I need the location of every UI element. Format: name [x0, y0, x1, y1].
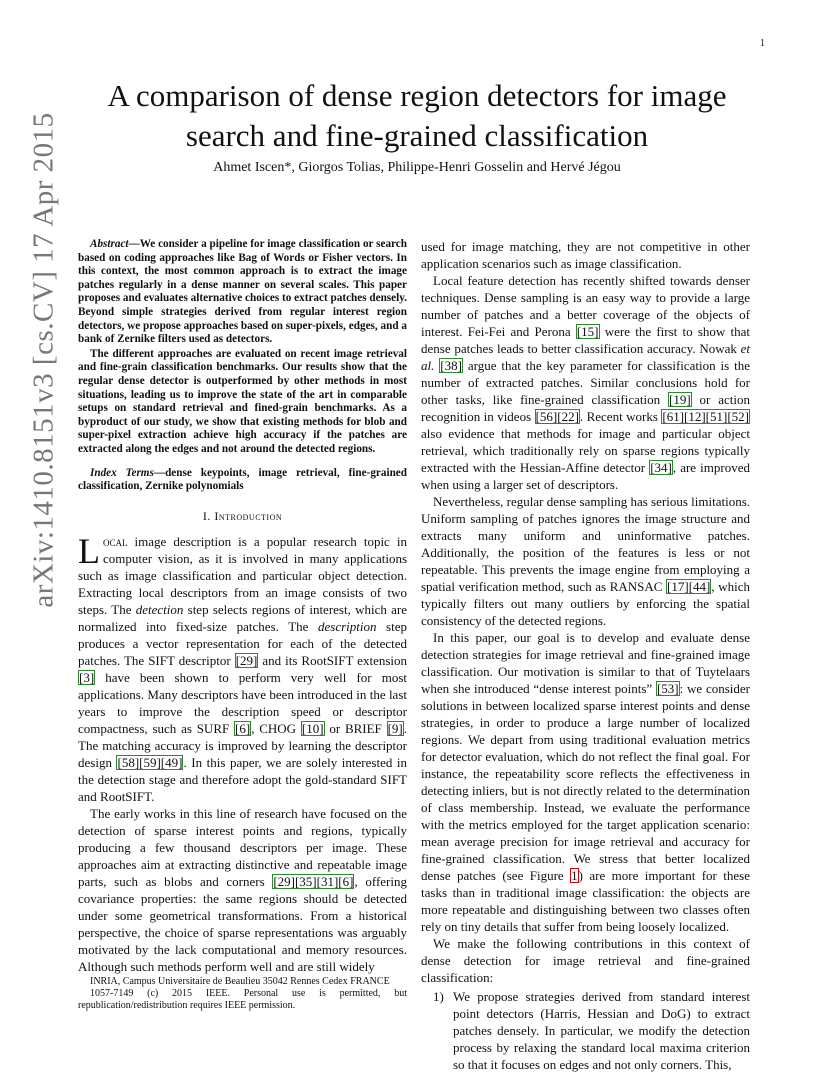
footnote-affiliation: INRIA, Campus Universitaire de Beaulieu 35042 Rennes Cedex FRANCE — [90, 976, 390, 987]
title-line-1: A comparison of dense region detectors for image — [107, 78, 727, 113]
abstract-label: Abstract — [90, 238, 129, 250]
right-column — [421, 238, 750, 1073]
abstract-paragraph-2: The different approaches are evaluated on recent image retrieval and fine-grain classification benchmarks. Our results show that the regular dense detector is outperformed by other methods in most situations, leading us to improve the state of the art in comparable setups on standard retrieval and fined-grain benchmarks. As a byproduct of our study, we show that existing methods for blob and super-pixel extraction achieve high accuracy if the patches are extracted along the edges and not around the detected regions. — [78, 347, 407, 455]
page-number: 1 — [760, 38, 765, 49]
section-heading-introduction: I. Introduction — [202, 508, 283, 523]
citation-link[interactable]: [58][59][49] — [117, 754, 183, 770]
index-terms: Index Terms—dense keypoints, image retrieval, fine-grained classification, Zernike polynomials — [78, 466, 407, 493]
abstract — [78, 238, 407, 494]
list-item-number: 1) — [433, 989, 444, 1004]
figure-reference-link[interactable]: 1 — [571, 868, 578, 883]
intro-paragraph-1: Local image description is a popular research topic in computer vision, as it is involved in many applications such as image classification and particular object detection. Extracting local descriptors from an image consists of two steps. The detection step selects regions of interest, which are normalized into fixed-size patches. The description step produces a vector representation for each of the detected patches. The SIFT descriptor [29] and its RootSIFT extension [3] have been shown to perform very well for most applications. Many descriptors have been introduced in the last years to improve the description speed or descriptor compactness, such as SURF [6], CHOG [10] or BRIEF [9]. The matching accuracy is improved by learning the descriptor design [58][59][49]. In this paper, we are solely interested in the detection stage and therefore adopt the gold-standard SIFT and RootSIFT. — [78, 530, 408, 804]
author-list: Ahmet Iscen*, Giorgos Tolias, Philippe-Henri Gosselin and Hervé Jégou — [213, 160, 621, 175]
citation-link[interactable]: [38] — [440, 358, 462, 373]
title-line-2: search and fine-grained classification — [185, 118, 649, 153]
right-paragraph-continuation: used for image matching, they are not competitive in other application scenarios such as image classification. — [421, 239, 750, 271]
abstract-paragraph-1: Abstract—We consider a pipeline for image classification or search based on coding approaches like Bag of Words or Fisher vectors. In this context, the most common approach is to extract the image patches regularly in a dense manner on several scales. This paper proposes and evaluates alternative choices to extract patches densely. Beyond simple strategies derived from regular interest region detectors, we propose approaches based on super-pixels, edges, and a bank of Zernike filters used as detectors. — [78, 238, 407, 346]
list-item: 1) We propose strategies derived from standard interest point detectors (Harris, Hessian and DoG) to extract patches densely. In particular, we modify the detection process by relaxing the standard local maxima criterion so that it focuses on edges and not only corners. This, — [433, 989, 750, 1072]
citation-link[interactable]: [29] — [235, 652, 258, 668]
left-column — [78, 238, 407, 975]
citation-link[interactable]: [6] — [235, 720, 251, 736]
index-terms-label: Index Terms — [90, 466, 154, 479]
intro-paragraph-2: The early works in this line of research have focused on the detection of sparse interest points and regions, typically producing a few thousand descriptors per image. These approaches aim at extracting distinctive and repeatable image parts, such as blobs and corners [29][35][31][6], offering covariance properties: the same regions should be detected under some geometrical transformations. From a historical perspective, the choice of sparse representations was arguably motivated by the lack computational and memory resources. Although such methods perform well and are still widely — [78, 805, 407, 974]
citation-link[interactable]: [61][12][51][52] — [662, 409, 749, 424]
citation-link[interactable]: [19] — [668, 392, 691, 407]
paper-title — [72, 76, 762, 156]
right-paragraph-2: Nevertheless, regular dense sampling has serious limitations. Uniform sampling of patches ignores the image structure and extracts many uniform and uninformative patches. Additionally, the position of the features is less or not repeatable. This prevents the image engine from employing a spatial verification method, such as RANSAC [17][44], which typically filters out many outliers by enforcing the spatial consistency of the detected regions. — [421, 494, 750, 628]
arxiv-identifier-stamp[interactable]: arXiv:1410.8151v3 [cs.CV] 17 Apr 2015 — [27, 112, 60, 608]
contributions-list — [421, 988, 750, 1073]
citation-link[interactable]: [53] — [656, 681, 679, 696]
right-paragraph-1: Local feature detection has recently shifted towards denser techniques. Dense sampling is an easy way to provide a large number of patches and a better coverage of the objects of interest. Fei-Fei and Perona [15] were the first to show that dense patches leads to better classification accuracy. Nowak et al. [38] argue that the key parameter for classification is the number of extracted patches. Similar conclusions hold for other tasks, like fine-grained classification [19] or action recognition in videos [56][22]. Recent works [61][12][51][52] also evidence that methods for image and particular object retrieval, which traditionally rely on sparse regions typically extracted with the Hessian-Affine detector [34], are improved when using a larger set of descriptors. — [421, 273, 751, 492]
right-paragraph-3: In this paper, our goal is to develop and evaluate dense detection strategies for image retrieval and fine-grained image classification. Our motivation is similar to that of Tuytelaars when she introduced “dense interest points” [53]: we consider solutions in between localized sparse interest points and dense strategies, in order to produce a large number of localized regions. We depart from using traditional evaluation metrics for detector evaluation, which do not reflect the final goal. For instance, the repeatability score reflects the effectiveness in detecting inliers, but is not directly related to the determination of class membership. Instead, we evaluate the performance with the metrics employed for the target application scenario: mean average precision for image retrieval and accuracy for fine-grained classification. We stress that better localized dense patches (see Figure 1) are more important for these tasks than in traditional image classification: the objects are more repeatable and distinguishing between two classes often rely on tiny details that suffer from being loosely localized. — [421, 630, 751, 934]
citation-link[interactable]: [15] — [576, 324, 599, 339]
citation-link[interactable]: [17][44] — [667, 579, 711, 594]
footnote-copyright: 1057-7149 (c) 2015 IEEE. Personal use is permitted, but republication/redistribution requires IEEE permission. — [78, 988, 407, 1011]
citation-link[interactable]: [9] — [387, 720, 403, 736]
citation-link[interactable]: [34] — [650, 460, 672, 475]
citation-link[interactable]: [10] — [301, 720, 324, 736]
citation-link[interactable]: [56][22] — [535, 409, 579, 424]
citation-link[interactable]: [3] — [79, 669, 95, 685]
right-paragraph-4: We make the following contributions in this context of dense detection for image retrieval and fine-grained classification: — [421, 936, 750, 985]
footnote — [78, 976, 407, 1012]
citation-link[interactable]: [29][35][31][6] — [273, 873, 354, 889]
drop-cap-letter: L — [78, 530, 100, 571]
